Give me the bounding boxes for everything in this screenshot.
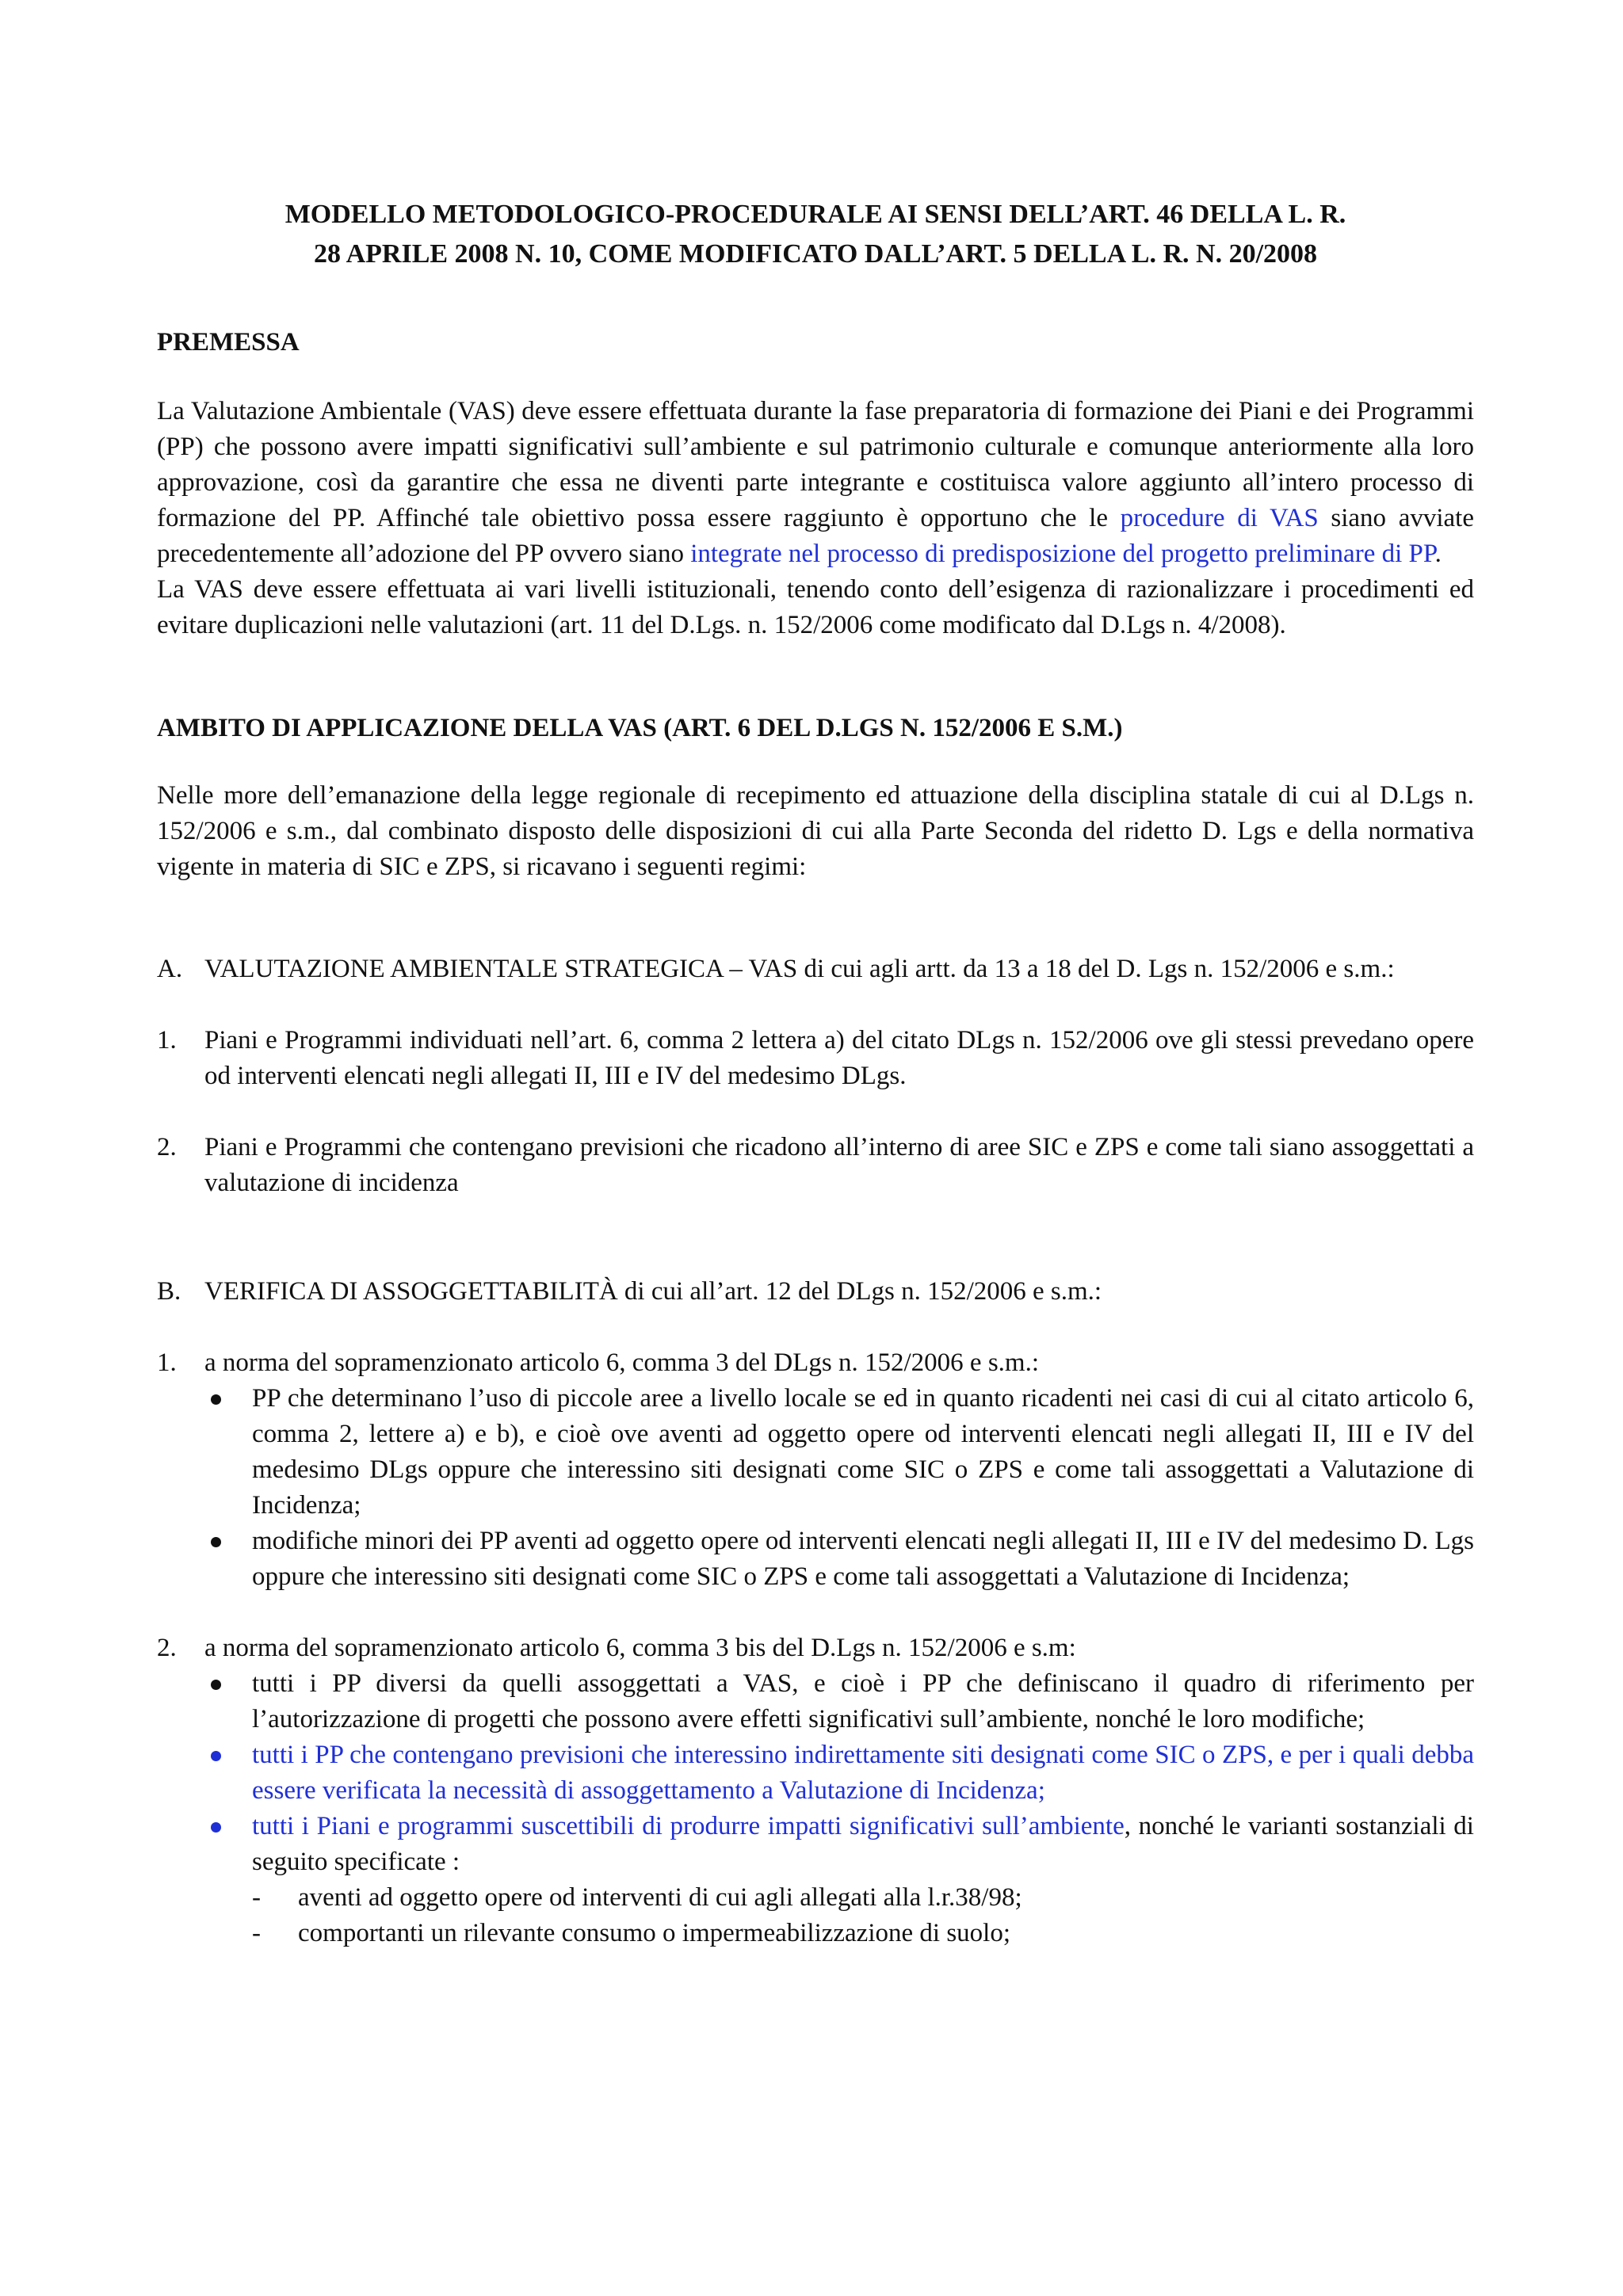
bullet-icon (211, 1394, 221, 1405)
title-line-2: 28 APRILE 2008 N. 10, COME MODIFICATO DALL’ART. 5 DELLA L. R. N. 20/2008 (313, 239, 1318, 269)
bullet-icon (211, 1680, 221, 1690)
document-title (157, 195, 1474, 274)
section-b-item-2-bullets (204, 1666, 1474, 1951)
dash-text: comportanti un rilevante consumo o impermeabilizzazione di suolo; (298, 1919, 1010, 1947)
dash-text: aventi ad oggetto opere od interventi di cui agli allegati alla l.r.38/98; (298, 1883, 1022, 1912)
premessa-paragraph-2: La VAS deve essere effettuata ai vari livelli istituzionali, tenendo conto dell’esigenza di razionalizzare i procedimenti ed evitare duplicazioni nelle valutazioni (art. 11 del D.Lgs. n. 152/2006 come modificato dal D.Lgs n. 4/2008). (157, 575, 1474, 639)
section-b-item-2 (157, 1630, 1474, 1951)
section-a-item-2-marker: 2. (157, 1133, 177, 1161)
section-a-item-1-text: Piani e Programmi individuati nell’art. 6, comma 2 lettera a) del citato DLgs n. 152/2006 ove gli stessi prevedano opere od interventi elencati negli allegati II, III e IV del medesimo DLgs. (204, 1026, 1474, 1090)
section-a-item-1-marker: 1. (157, 1026, 177, 1055)
bullet-icon (211, 1822, 221, 1833)
dash-item (252, 1916, 1474, 1951)
bullet-icon (211, 1537, 221, 1547)
list-item (204, 1381, 1474, 1524)
bullet-text: modifiche minori dei PP aventi ad oggetto opere od interventi elencati negli allegati II, III e IV del medesimo D. Lgs oppure che interessino siti designati come SIC o ZPS e come tali assoggettati a Valutazione di Incidenza; (252, 1527, 1474, 1591)
premessa-text-a: La Valutazione Ambientale (VAS) deve essere effettuata durante la fase preparatoria di formazione dei Piani e dei Programmi (PP) che possono avere impatti significativi sull’ambiente e sul patrimonio culturale e comunque anteriormente alla loro approvazione, così da garantire che essa ne diventi parte integrante e costituisca valore aggiunto all’intero processo di formazione del PP. Affinché tale obiettivo possa essere raggiunto è opportuno che le (157, 397, 1474, 532)
section-a-marker: A. (157, 955, 183, 983)
title-line-1: MODELLO METODOLOGICO-PROCEDURALE AI SENSI DELL’ART. 46 DELLA L. R. (285, 200, 1346, 229)
procedure-vas-link[interactable]: procedure di VAS (1120, 504, 1319, 532)
section-a-item-1 (157, 1023, 1474, 1094)
premessa-heading: PREMESSA (157, 328, 300, 357)
integrate-processo-link[interactable]: integrate nel processo di predisposizione del progetto preliminare di PP (690, 540, 1435, 568)
list-item (204, 1809, 1474, 1951)
section-b-item-2-text: a norma del sopramenzionato articolo 6, comma 3 bis del D.Lgs n. 152/2006 e s.m: (204, 1634, 1076, 1662)
premessa-text-b: siano avviate precedentemente all’adozione del PP ovvero siano (157, 504, 1474, 568)
ambito-intro: Nelle more dell’emanazione della legge regionale di recepimento ed attuazione della disciplina statale di cui al D.Lgs n. 152/2006 e s.m., dal combinato disposto delle disposizioni di cui alla Parte Seconda del ridetto D. Lgs e della normativa vigente in materia di SIC e ZPS, si ricavano i seguenti regimi: (157, 781, 1474, 881)
section-b-item-1 (157, 1345, 1474, 1595)
dash-item (252, 1880, 1474, 1916)
dash-list (252, 1880, 1474, 1951)
section-b-item-2-marker: 2. (157, 1634, 177, 1662)
section-b-marker: B. (157, 1277, 181, 1306)
bullet-text-link[interactable]: tutti i PP che contengano previsioni che interessino indirettamente siti designati come SIC o ZPS, e per i quali debba essere verificata la necessità di assoggettamento a Valutazione di Incidenza; (252, 1741, 1474, 1805)
section-b-item-1-bullets (204, 1381, 1474, 1595)
premessa-text-c: . (1434, 540, 1442, 568)
section-a-item-2 (157, 1130, 1474, 1201)
list-item-highlighted[interactable] (204, 1737, 1474, 1809)
piani-programmi-link[interactable]: tutti i Piani e programmi suscettibili di produrre impatti significativi sull’ambiente (252, 1812, 1125, 1840)
bullet-text: , nonché le varianti sostanziali di seguito specificate : (252, 1812, 1474, 1876)
bullet-text: PP che determinano l’uso di piccole aree a livello locale se ed in quanto ricadenti nei casi di cui al citato articolo 6, comma 2, lettere a) e b), e cioè ove aventi ad oggetto opere od interventi elencati negli allegati II, III e IV del medesimo DLgs oppure che interessino siti designati come SIC o ZPS e come tali assoggettati a Valutazione di Incidenza; (252, 1384, 1474, 1520)
section-b-text: VERIFICA DI ASSOGGETTABILITÀ di cui all’art. 12 del DLgs n. 152/2006 e s.m.: (204, 1277, 1102, 1306)
bullet-text: tutti i PP diversi da quelli assoggettati a VAS, e cioè i PP che definiscano il quadro di riferimento per l’autorizzazione di progetti che possono avere effetti significativi sull’ambiente, nonché le loro modifiche; (252, 1669, 1474, 1733)
ambito-heading: AMBITO DI APPLICAZIONE DELLA VAS (ART. 6 DEL D.LGS N. 152/2006 E S.M.) (157, 714, 1123, 742)
section-a-item-2-text: Piani e Programmi che contengano previsioni che ricadono all’interno di aree SIC e ZPS e come tali siano assoggettati a valutazione di incidenza (204, 1133, 1474, 1197)
section-b-item-1-text: a norma del sopramenzionato articolo 6, comma 3 del DLgs n. 152/2006 e s.m.: (204, 1348, 1040, 1377)
section-a (157, 952, 1474, 987)
dash-marker: - (252, 1919, 261, 1947)
section-b-item-1-marker: 1. (157, 1348, 177, 1377)
list-item (204, 1524, 1474, 1595)
premessa-paragraph-1 (157, 394, 1474, 572)
section-a-text: VALUTAZIONE AMBIENTALE STRATEGICA – VAS di cui agli artt. da 13 a 18 del D. Lgs n. 152/2006 e s.m.: (204, 955, 1395, 983)
section-b (157, 1274, 1474, 1310)
dash-marker: - (252, 1883, 261, 1912)
list-item (204, 1666, 1474, 1737)
bullet-icon (211, 1751, 221, 1761)
